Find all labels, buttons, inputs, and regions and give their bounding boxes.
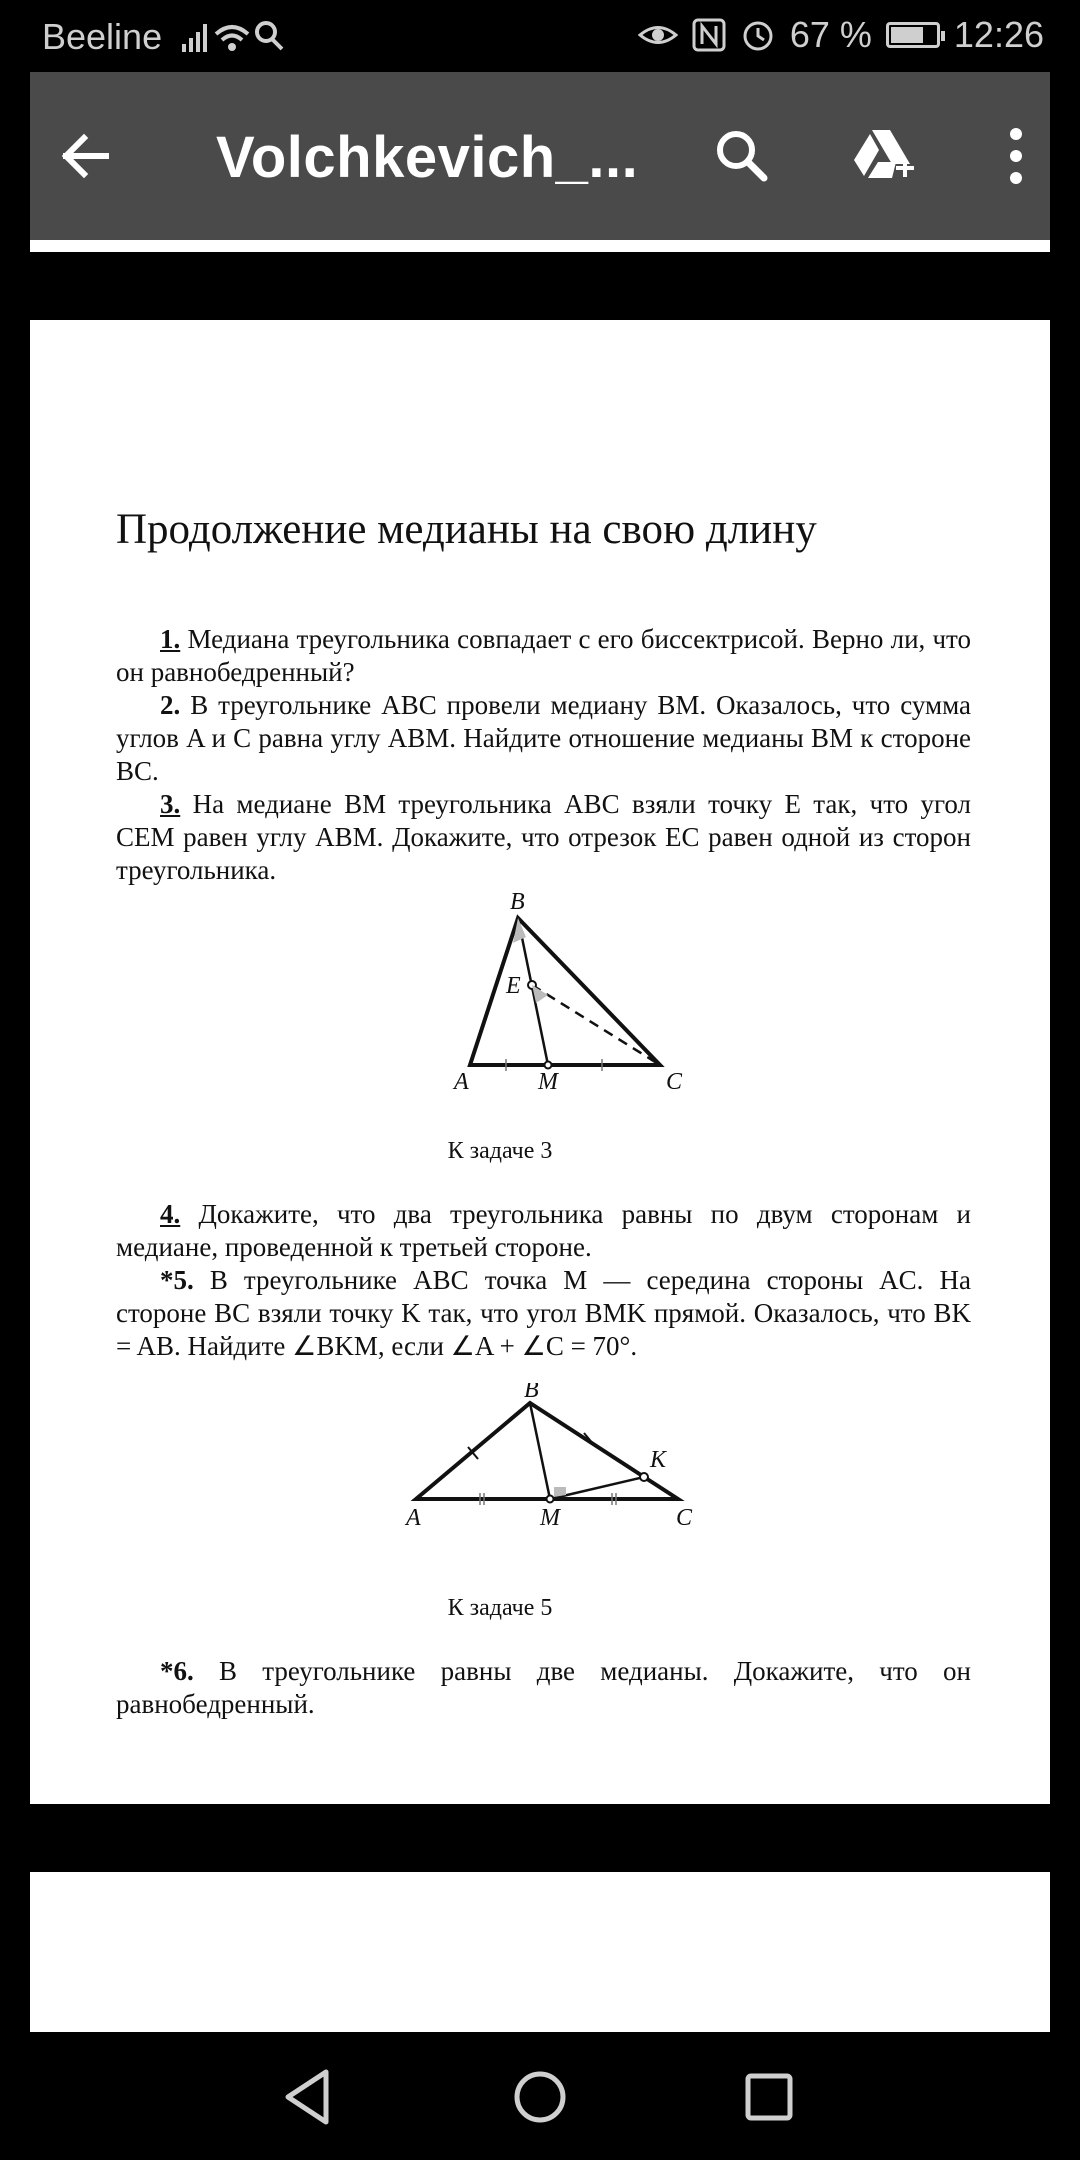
problem-2: [116, 689, 971, 788]
label-a: A: [406, 1505, 421, 1531]
alarm-icon: [740, 17, 776, 53]
nfc-icon: [692, 18, 726, 52]
point-m: [545, 1062, 552, 1069]
next-document-page: [30, 1872, 1050, 2032]
document-title: Volchkevich_...: [216, 125, 639, 190]
problem-text: В треугольнике ABC провели медиану BM. Оказалось, что сумма углов A и C равна углу ABM. Найдите отношение медианы BM к стороне BC.: [116, 690, 971, 786]
signal-wifi-icons: [180, 14, 290, 58]
problem-text: Медиана треугольника совпадает с его биссектрисой. Верно ли, что он равнобедренный?: [116, 624, 971, 687]
problem-3: [116, 788, 971, 887]
problem-4: [116, 1198, 971, 1264]
nav-home-icon[interactable]: [505, 2062, 575, 2132]
clock: 12:26: [953, 14, 1044, 55]
figure-caption: К задаче 3: [447, 1138, 553, 1164]
problem-number: *6.: [160, 1656, 194, 1686]
point-k: [640, 1473, 648, 1481]
problem-number: 4.: [160, 1199, 181, 1229]
label-b: B: [524, 1383, 539, 1403]
nav-back-icon[interactable]: [274, 2062, 344, 2132]
problem-text: В треугольнике ABC точка M — середина стороны AC. На стороне BC взяли точку K так, что угол BMK прямой. Оказалось, что BK = AB. Найдите ∠BKM, если ∠A + ∠C = 70°.: [116, 1265, 971, 1361]
problem-text: В треугольнике равны две медианы. Докажите, что он равнобедренный.: [116, 1656, 971, 1719]
carrier-name: Beeline: [42, 16, 163, 57]
app-bar-divider: [30, 240, 1050, 252]
document-page: [30, 320, 1050, 1804]
battery-icon: [886, 22, 940, 48]
label-c: C: [666, 1069, 683, 1095]
problem-5: [116, 1264, 971, 1363]
label-m: M: [540, 1505, 560, 1531]
app-bar: [30, 72, 1050, 240]
problem-1: [116, 623, 971, 689]
label-e: E: [506, 973, 521, 999]
add-to-drive-icon[interactable]: [846, 120, 918, 192]
problem-6: [116, 1655, 971, 1721]
figure-problem-3: [410, 885, 710, 1095]
figure-problem-5: [360, 1383, 780, 1543]
problem-text: Докажите, что два треугольника равны по двум сторонам и медиане, проведенной к третьей стороне.: [116, 1199, 971, 1262]
problem-number: 1.: [160, 624, 181, 654]
figure-caption: К задаче 5: [447, 1595, 553, 1621]
label-k: K: [650, 1447, 667, 1473]
search-icon[interactable]: [706, 120, 778, 192]
problem-number: *5.: [160, 1265, 194, 1295]
more-options-icon[interactable]: [980, 120, 1052, 192]
eye-icon: [638, 20, 678, 50]
point-m: [547, 1496, 554, 1503]
battery-percent: 67 %: [789, 14, 872, 55]
label-c: C: [676, 1505, 693, 1531]
label-b: B: [510, 889, 525, 915]
label-m: M: [538, 1069, 558, 1095]
back-arrow-icon[interactable]: [50, 120, 122, 192]
problem-text: На медиане BM треугольника ABC взяли точку E так, что угол CEM равен углу ABM. Докажите, что отрезок EC равен одной из сторон треугольника.: [116, 789, 971, 885]
nav-recent-apps-icon[interactable]: [734, 2062, 804, 2132]
median-bm: [518, 918, 548, 1065]
median-bm: [530, 1403, 550, 1499]
label-a: A: [454, 1069, 469, 1095]
problem-number: 2.: [160, 690, 181, 720]
status-bar: [0, 0, 1080, 72]
problem-number: 3.: [160, 789, 181, 819]
navigation-bar: [0, 2032, 1080, 2160]
triangle-abc: [470, 918, 660, 1065]
page-heading: Продолжение медианы на свою длину: [116, 506, 817, 553]
